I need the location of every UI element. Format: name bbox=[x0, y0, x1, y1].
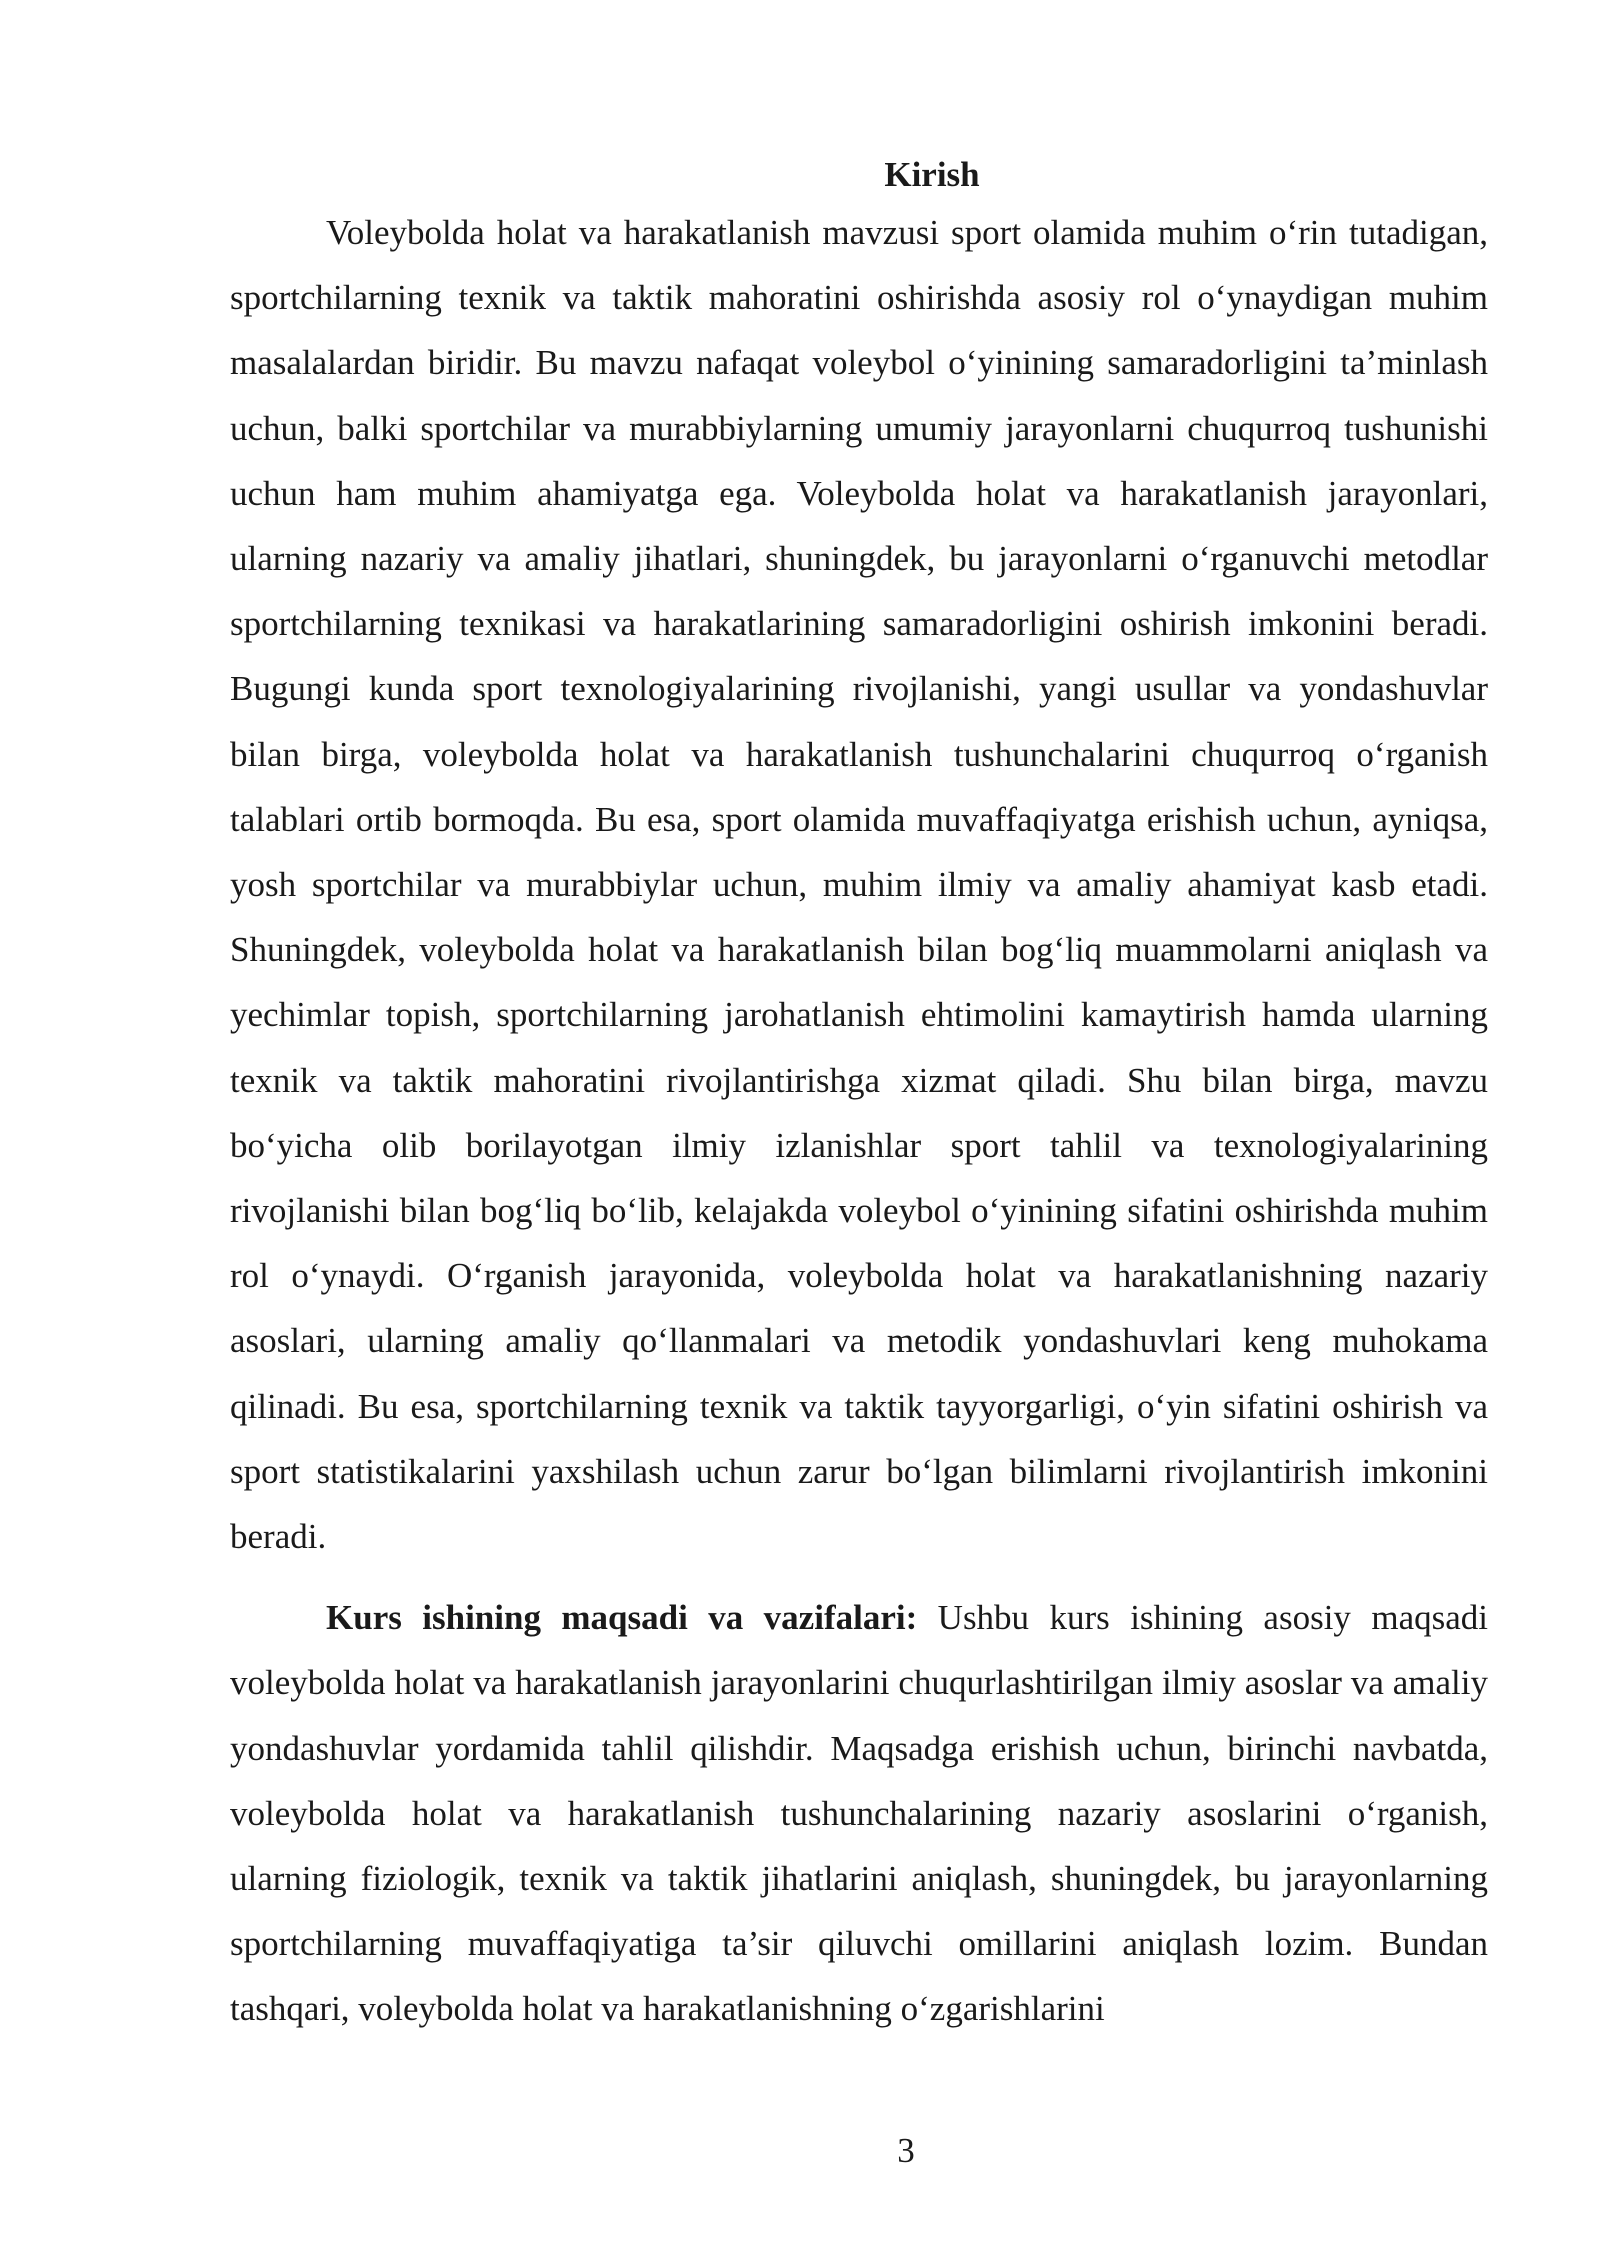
paragraph-introduction bbox=[230, 200, 1488, 1569]
section-title: Kirish bbox=[884, 155, 980, 194]
paragraph-text: Voleybolda holat va harakatlanish mavzusi sport olamida muhim o‘rin tutadigan, sportchilarning texnik va taktik mahoratini oshirishda asosiy rol o‘ynaydigan muhim masalalardan biridir. Bu mavzu nafaqat voleybol o‘yinining samaradorligini ta’minlash uchun, balki sportchilar va murabbiylarning umumiy jarayonlarni chuqurroq tushunishi uchun ham muhim ahamiyatga ega. Voleybolda holat va harakatlanish jarayonlari, ularning nazariy va amaliy jihatlari, shuningdek, bu jarayonlarni o‘rganuvchi metodlar sportchilarning texnikasi va harakatlarining samaradorligini oshirish imkonini beradi. Bugungi kunda sport texnologiyalarining rivojlanishi, yangi usullar va yondashuvlar bilan birga, voleybolda holat va harakatlanish tushunchalarini chuqurroq o‘rganish talablari ortib bormoqda. Bu esa, sport olamida muvaffaqiyatga erishish uchun, ayniqsa, yosh sportchilar va murabbiylar uchun, muhim ilmiy va amaliy ahamiyat kasb etadi. Shuningdek, voleybolda holat va harakatlanish bilan bog‘liq muammolarni aniqlash va yechimlar topish, sportchilarning jarohatlanish ehtimolini kamaytirish hamda ularning texnik va taktik mahoratini rivojlantirishga xizmat qiladi. Shu bilan birga, mavzu bo‘yicha olib borilayotgan ilmiy izlanishlar sport tahlil va texnologiyalarining rivojlanishi bilan bog‘liq bo‘lib, kelajakda voleybol o‘yinining sifatini oshirishda muhim rol o‘ynaydi. O‘rganish jarayonida, voleybolda holat va harakatlanishning nazariy asoslari, ularning amaliy qo‘llanmalari va metodik yondashuvlari keng muhokama qilinadi. Bu esa, sportchilarning texnik va taktik tayyorgarligi, o‘yin sifatini oshirish va sport statistikalarini yaxshilash uchun zarur bo‘lgan bilimlarni rivojlantirish imkonini beradi. bbox=[230, 213, 1488, 1557]
paragraph-goals bbox=[230, 1585, 1488, 2041]
document-page bbox=[230, 150, 1488, 2042]
paragraph-lead-heading: Kurs ishining maqsadi va vazifalari: bbox=[326, 1598, 918, 1638]
paragraph-text: Ushbu kurs ishining asosiy maqsadi voleybolda holat va harakatlanish jarayonlarini chuqurlashtirilgan ilmiy asoslar va amaliy yondashuvlar yordamida tahlil qilishdir. Maqsadga erishish uchun, birinchi navbatda, voleybolda holat va harakatlanish tushunchalarining nazariy asoslarini o‘rganish, ularning fiziologik, texnik va taktik jihatlarini aniqlash, shuningdek, bu jarayonlarning sportchilarning muvaffaqiyatiga ta’sir qiluvchi omillarini aniqlash lozim. Bundan tashqari, voleybolda holat va harakatlanishning o‘zgarishlarini bbox=[230, 1598, 1488, 2029]
page-number: 3 bbox=[897, 2131, 915, 2170]
